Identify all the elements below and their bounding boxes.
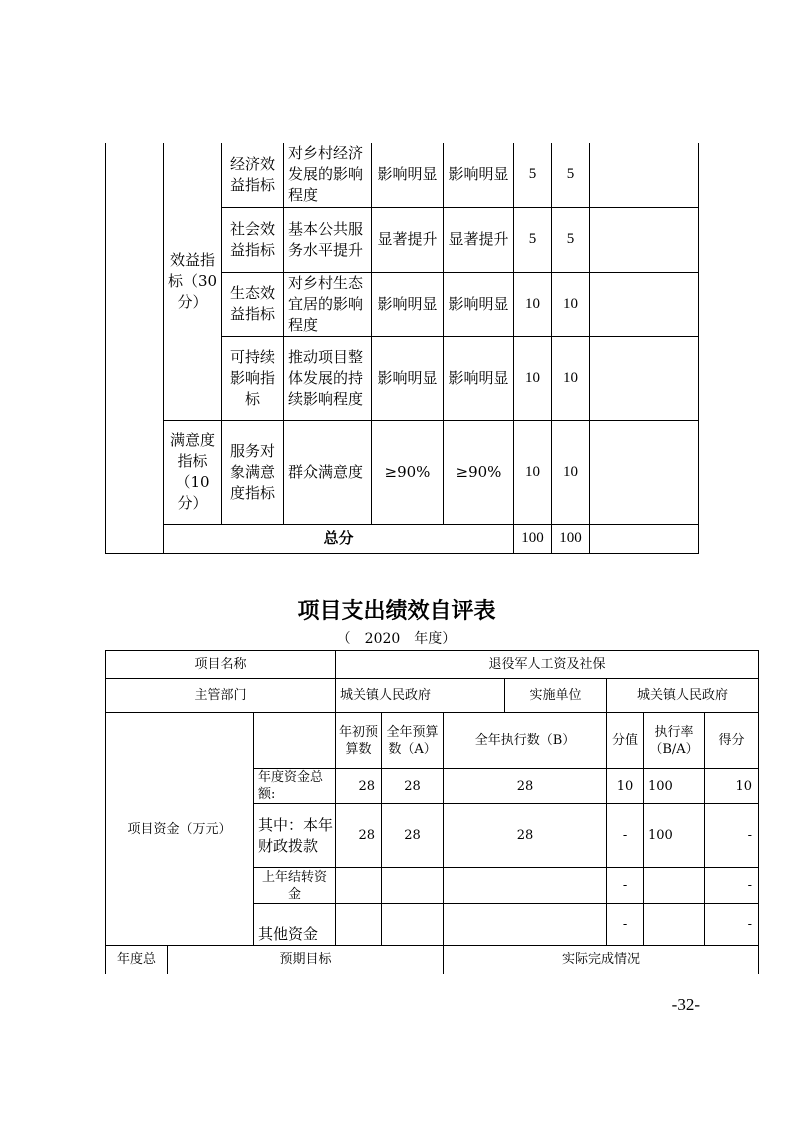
project-name-value: 退役军人工资及社保 [336,651,759,679]
header-blank [254,713,336,769]
actual-cell: 影响明显 [444,143,514,207]
score-cell: 10 [552,336,590,420]
impl-unit-value: 城关镇人民政府 [607,679,759,713]
rate-value [644,868,705,904]
initial-budget-value: 28 [336,769,382,804]
dept-value: 城关镇人民政府 [336,679,505,713]
remark-cell [590,336,699,420]
funds-label: 项目资金（万元） [106,713,254,946]
funds-row-label: 上年结转资金 [254,868,336,904]
total-label: 总分 [164,524,514,553]
funds-row-label: 年度资金总额: [254,769,336,804]
score-cell: 10 [552,420,590,524]
remark-cell [590,524,699,553]
actual-cell: 影响明显 [444,336,514,420]
weight-cell: 5 [514,207,552,272]
actual-cell: ≥90% [444,420,514,524]
target-cell: 影响明显 [372,143,444,207]
initial-budget-value: 28 [336,804,382,868]
form-year: （ 2020 年度） [336,631,457,647]
actual-cell: 影响明显 [444,272,514,336]
target-cell: 影响明显 [372,336,444,420]
self-evaluation-table [105,650,759,974]
performance-indicator-table [105,143,699,554]
execution-value: 28 [444,804,607,868]
total-weight: 100 [514,524,552,553]
actual-completion-label: 实际完成情况 [444,946,759,974]
initial-budget-value [336,868,382,904]
header-score: 得分 [705,713,759,769]
remark-cell [590,272,699,336]
remark-cell [590,420,699,524]
project-name-label: 项目名称 [106,651,336,679]
indicator-cell: 对乡村生态宜居的影响程度 [284,272,372,336]
indicator-cell: 推动项目整体发展的持续影响程度 [284,336,372,420]
total-score: 100 [552,524,590,553]
weight-cell: 5 [514,143,552,207]
first-level-indicator-cell [106,143,164,553]
weight-value: - [607,868,644,904]
sub-indicator-cell: 生态效益指标 [222,272,284,336]
target-cell: ≥90% [372,420,444,524]
score-value: - [705,868,759,904]
score-cell: 5 [552,143,590,207]
full-budget-value [382,868,444,904]
rate-value [644,904,705,946]
sub-indicator-cell: 社会效益指标 [222,207,284,272]
sub-indicator-cell: 经济效益指标 [222,143,284,207]
full-budget-value: 28 [382,804,444,868]
category-effect-cell: 效益指标（30分） [164,143,222,420]
target-cell: 显著提升 [372,207,444,272]
score-value: - [705,804,759,868]
weight-cell: 10 [514,336,552,420]
execution-value: 28 [444,769,607,804]
funds-row-label: 其中：本年财政拨款 [254,804,336,868]
score-value: - [705,904,759,946]
indicator-cell: 基本公共服务水平提升 [284,207,372,272]
rate-value: 100 [644,804,705,868]
indicator-cell: 群众满意度 [284,420,372,524]
weight-cell: 10 [514,272,552,336]
header-execution: 全年执行数（B） [444,713,607,769]
rate-value: 100 [644,769,705,804]
sub-indicator-cell: 服务对象满意度指标 [222,420,284,524]
category-satisfaction-cell: 满意度指标（10分） [164,420,222,524]
score-value: 10 [705,769,759,804]
dept-label: 主管部门 [106,679,336,713]
weight-value: - [607,804,644,868]
header-full-budget: 全年预算数（A） [382,713,444,769]
header-initial-budget: 年初预算数 [336,713,382,769]
header-weight: 分值 [607,713,644,769]
actual-cell: 显著提升 [444,207,514,272]
annual-goal-label: 年度总 [106,946,168,974]
weight-value: 10 [607,769,644,804]
remark-cell [590,207,699,272]
indicator-cell: 对乡村经济发展的影响程度 [284,143,372,207]
form-title: 项目支出绩效自评表 [297,599,496,624]
initial-budget-value [336,904,382,946]
score-cell: 5 [552,207,590,272]
weight-cell: 10 [514,420,552,524]
weight-value: - [607,904,644,946]
funds-row-label: 其他资金 [254,904,336,946]
page-number: -32- [671,995,700,1014]
remark-cell [590,143,699,207]
header-rate: 执行率（B/A） [644,713,705,769]
impl-unit-label: 实施单位 [505,679,607,713]
expected-goal-label: 预期目标 [168,946,444,974]
score-cell: 10 [552,272,590,336]
full-budget-value [382,904,444,946]
execution-value [444,904,607,946]
execution-value [444,868,607,904]
target-cell: 影响明显 [372,272,444,336]
full-budget-value: 28 [382,769,444,804]
sub-indicator-cell: 可持续影响指标 [222,336,284,420]
